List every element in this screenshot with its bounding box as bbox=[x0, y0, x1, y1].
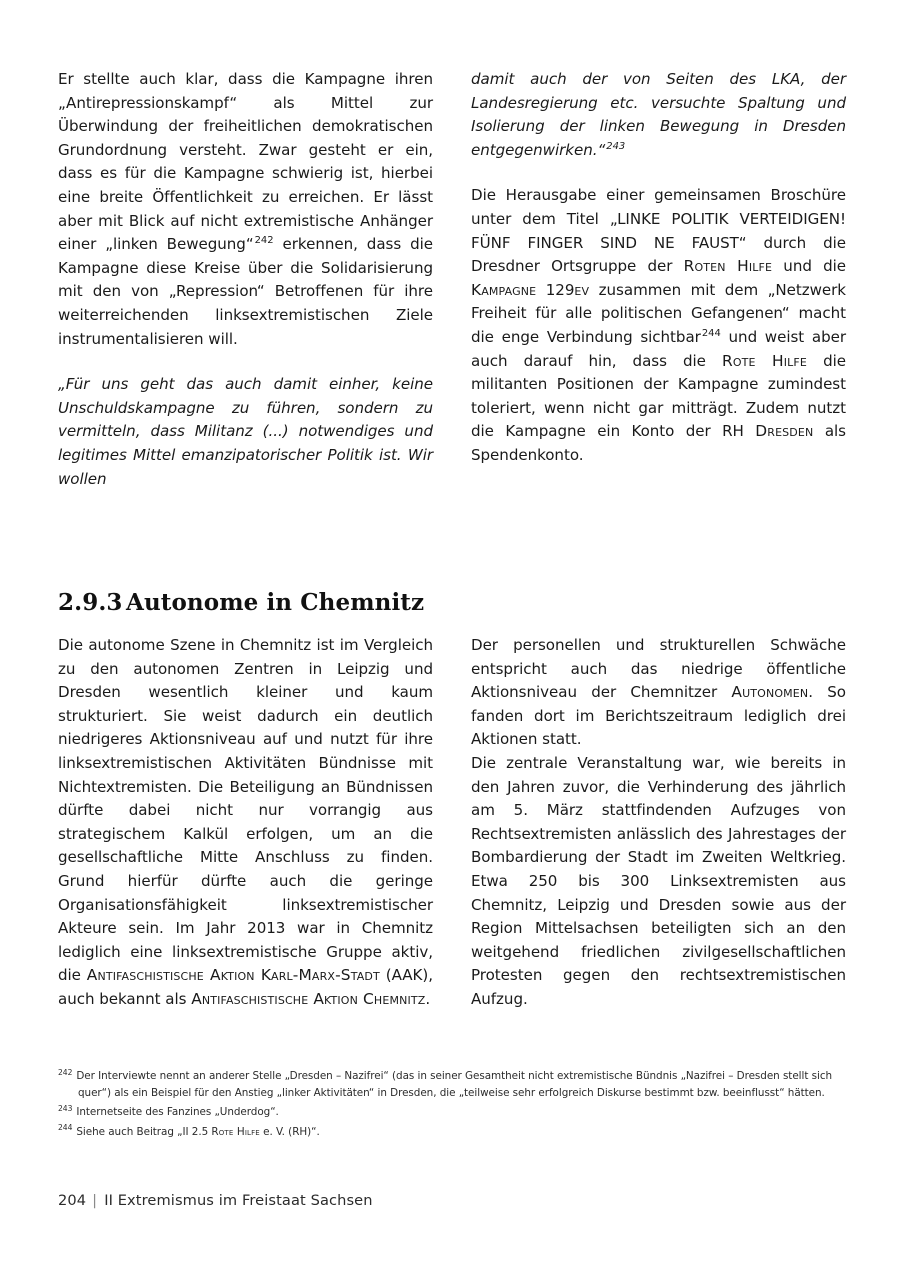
paragraph-autonome-szene-chemnitz bbox=[58, 634, 433, 1012]
footnote-text-line-1: Internetseite des Fanzines „Underdog“. bbox=[76, 1106, 279, 1119]
section-heading bbox=[58, 589, 846, 616]
upper-two-column-block bbox=[58, 68, 846, 513]
small-caps-antifaschistische-aktion-karl-marx-stadt: Antifaschistische Aktion Karl-Marx-Stadt bbox=[86, 966, 380, 985]
small-caps-rote-hilfe: Rote Hilfe bbox=[211, 1125, 260, 1138]
paragraph-text-part-b: erkennen, dass die Kampagne diese Kreise über die Solidarisierung mit den von „Repression“ Betroffenen für ihre weiterreichenden linksextremistischen Ziele instrumentalisieren will. bbox=[58, 235, 434, 348]
small-caps-kampagne: Kampagne bbox=[471, 280, 537, 299]
paragraph-personelle-schwaeche bbox=[471, 634, 846, 752]
paragraph-text-part-a: Der personellen und strukturellen Schwäche entspricht auch das niedrige öffentliche Aktionsniveau der Chemnitzer bbox=[471, 636, 846, 702]
small-caps-antifaschistische-aktion-chemnitz: Antifaschistische Aktion Chemnitz bbox=[191, 989, 426, 1008]
footnote-marker: 244 bbox=[58, 1123, 73, 1133]
footnote-ref-242[interactable]: 242 bbox=[254, 235, 274, 247]
paragraph-text-part-a: Die Herausgabe einer gemeinsamen Broschüre unter dem Titel „LINKE POLITIK VERTEIDIGEN! FÜNF FINGER SIND NE FAUST“ durch die Dresdner Ortsgruppe der bbox=[471, 186, 846, 276]
paragraph-zentrale-veranstaltung: Die zentrale Veranstaltung war, wie bereits in den Jahren zuvor, die Verhinderung des jährlich am 5. März stattfindenden Aufzuges von Rechtsextremisten anlässlich des Jahrestages der Bombardierung der Stadt im Zweiten Weltkrieg. Etwa 250 bis 300 Linksextremisten aus Chemnitz, Leipzig und Dresden sowie aus der Region Mittelsachsen beteiligten sich an den weitgehend friedlichen zivilgesellschaftlichen Protesten gegen den rechtsextremistischen Aufzug. bbox=[471, 753, 846, 1008]
footnote-ref-243[interactable]: 243 bbox=[606, 140, 626, 152]
footnotes-block bbox=[58, 1068, 848, 1143]
paragraph-antirepressionskampf bbox=[58, 68, 433, 351]
paragraph-text-part-c: . bbox=[425, 989, 431, 1008]
paragraph-text-part-d: zusammen mit dem „Netzwerk Freiheit für alle politischen Gefangenen“ macht die enge Verbindung sichtbar bbox=[471, 280, 846, 346]
section-title: Autonome in Chemnitz bbox=[126, 589, 425, 617]
paragraph-text-part-b: (AAK), auch bekannt als bbox=[58, 966, 433, 1008]
lower-right-column bbox=[471, 634, 846, 1012]
paragraph-text-part-b: . So fanden dort im Berichtszeitraum lediglich drei Aktionen statt. bbox=[471, 683, 846, 749]
section-number: 2.9.3 bbox=[58, 589, 123, 617]
lower-two-column-block bbox=[58, 634, 846, 1012]
paragraph-text-part-b: und die bbox=[772, 257, 846, 276]
small-caps-dresden: Dresden bbox=[755, 422, 814, 441]
upper-left-column bbox=[58, 68, 433, 513]
footnote-244 bbox=[58, 1124, 848, 1141]
footnote-ref-244[interactable]: 244 bbox=[701, 327, 721, 339]
running-title: II Extremismus im Freistaat Sachsen bbox=[104, 1192, 373, 1209]
small-caps-roten-hilfe: Roten Hilfe bbox=[683, 257, 773, 276]
paragraph-text-part-a: Die autonome Szene in Chemnitz ist im Vergleich zu den autonomen Zentren in Leipzig und Dresden wesentlich kleiner und kaum strukturiert. Sie weist dadurch ein deutlich niedrigeres Aktionsniveau auf und nutzt für ihre linksextremistischen Aktivitäten Bündnisse mit Nichtextremisten. Die Beteiligung an Bündnissen dürfte dabei nicht nur vorrangig aus strategischem Kalkül erfolgen, um an die gesellschaftliche Mitte Anschluss zu finden. Grund hierfür dürfte auch die geringe Organisationsfähigkeit linksextremistischer Akteure sein. Im Jahr 2013 war in Chemnitz lediglich eine linksextremistische Gruppe aktiv, die bbox=[58, 636, 433, 985]
paragraph-text-part-a: Er stellte auch klar, dass die Kampagne ihren „Antirepressionskampf“ als Mittel zur Überwindung der freiheitlichen demokratischen Grundordnung versteht. Zwar gesteht er ein, dass es für die Kampagne schwierig ist, hierbei eine breite Öffentlichkeit zu erreichen. Er lässt aber mit Blick auf nicht extremistische Anhänger einer „linken Bewegung“ bbox=[58, 70, 433, 254]
upper-right-column bbox=[471, 68, 846, 513]
paragraph-text-part-c: 129 bbox=[536, 280, 575, 299]
footnote-text-line-1: Der Interviewte nennt an anderer Stelle „Dresden – Nazifrei“ (das in seiner Gesamtheit nicht extremistische Bündnis „Nazifrei – Dresden stellt sich bbox=[76, 1070, 833, 1082]
footnote-text-after-smallcaps: e. V. (RH)“. bbox=[259, 1125, 320, 1138]
page-number: 204 bbox=[58, 1192, 87, 1209]
small-caps-autonomen: Autonomen bbox=[731, 683, 809, 702]
footnote-243 bbox=[58, 1104, 848, 1121]
blockquote-militanz-start: „Für uns geht das auch damit einher, keine Unschuldskampagne zu führen, sondern zu vermitteln, dass Militanz (...) notwendiges und legitimes Mittel emanzipatorischer Politik ist. Wir wollen bbox=[58, 375, 433, 488]
paragraph-text-part-f: die militanten Positionen der Kampagne zumindest toleriert, wenn nicht gar mitträgt. Zudem nutzt die Kampagne ein Konto der RH bbox=[471, 351, 846, 441]
paragraph-text-part-g: als Spendenkonto. bbox=[471, 422, 846, 464]
blockquote-text: damit auch der von Seiten des LKA, der Landesregierung etc. versuchte Spaltung und Isolierung der linken Bewegung in Dresden entgegenwirken.“ bbox=[471, 70, 846, 159]
footnote-242 bbox=[58, 1068, 848, 1101]
footnote-marker: 242 bbox=[58, 1067, 73, 1077]
blockquote-militanz-continuation bbox=[471, 68, 846, 162]
small-caps-ev: ev bbox=[574, 280, 590, 299]
paragraph-broschuere bbox=[471, 184, 846, 467]
footnote-text-line-2: quer“) als ein Beispiel für den Anstieg „linker Aktivitäten“ in Dresden, die „teilweise sehr erfolgreich Diskurse bestimmt bzw. beeinflusst“ hätten. bbox=[78, 1086, 825, 1099]
lower-left-column bbox=[58, 634, 433, 1012]
small-caps-rote-hilfe: Rote Hilfe bbox=[722, 351, 807, 370]
page-footer bbox=[58, 1192, 373, 1209]
footnote-marker: 243 bbox=[58, 1103, 73, 1113]
paragraph-text-part-e: und weist aber auch darauf hin, dass die bbox=[471, 327, 846, 370]
footnote-text-before-smallcaps: Siehe auch Beitrag „II 2.5 bbox=[76, 1125, 212, 1138]
footer-separator: | bbox=[92, 1192, 98, 1209]
